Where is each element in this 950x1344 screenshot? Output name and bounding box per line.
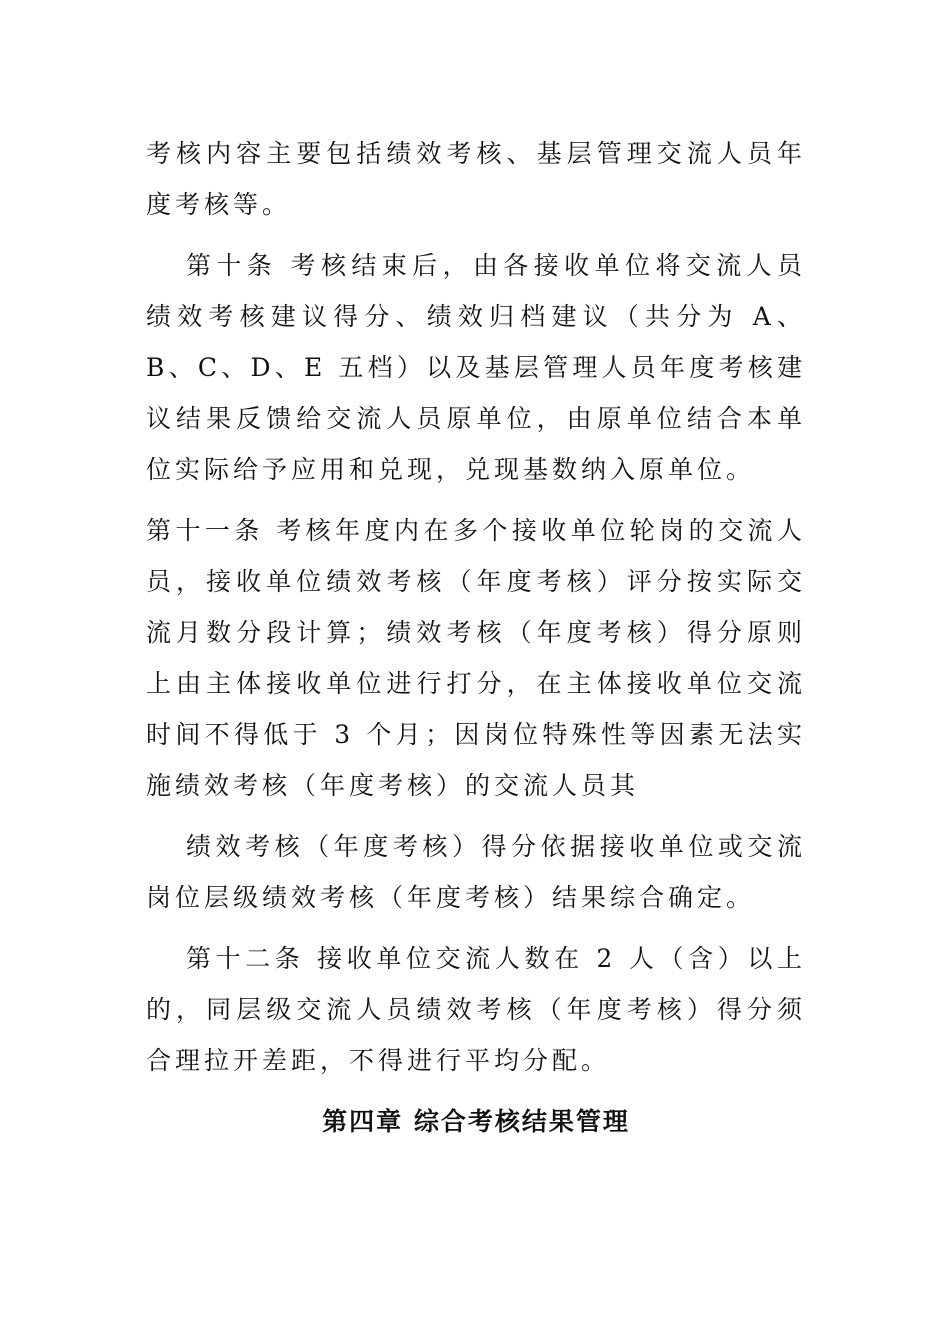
document-body (146, 128, 806, 1147)
paragraph-article-11-continued: 绩效考核（年度考核）得分依据接收单位或交流岗位层级绩效考核（年度考核）结果综合确定。 (146, 832, 806, 912)
chapter-heading: 第四章 综合考核结果管理 (322, 1107, 630, 1136)
paragraph-article-11: 第十一条 考核年度内在多个接收单位轮岗的交流人员，接收单位绩效考核（年度考核）评分按实际交流月数分段计算；绩效考核（年度考核）得分原则上由主体接收单位进行打分，在主体接收单位交流时间不得低于 3 个月；因岗位特殊性等因素无法实施绩效考核（年度考核）的交流人员其 (146, 516, 806, 800)
paragraph-assessment-content: 考核内容主要包括绩效考核、基层管理交流人员年度考核等。 (146, 139, 806, 219)
paragraph-article-12: 第十二条 接收单位交流人数在 2 人（含）以上的，同层级交流人员绩效考核（年度考核）得分须合理拉开差距，不得进行平均分配。 (146, 944, 806, 1075)
paragraph-article-10: 第十条 考核结束后，由各接收单位将交流人员绩效考核建议得分、绩效归档建议（共分为 A、B、C、D、E 五档）以及基层管理人员年度考核建议结果反馈给交流人员原单位，由原单位结合本单位实际给予应用和兑现，兑现基数纳入原单位。 (146, 251, 806, 484)
